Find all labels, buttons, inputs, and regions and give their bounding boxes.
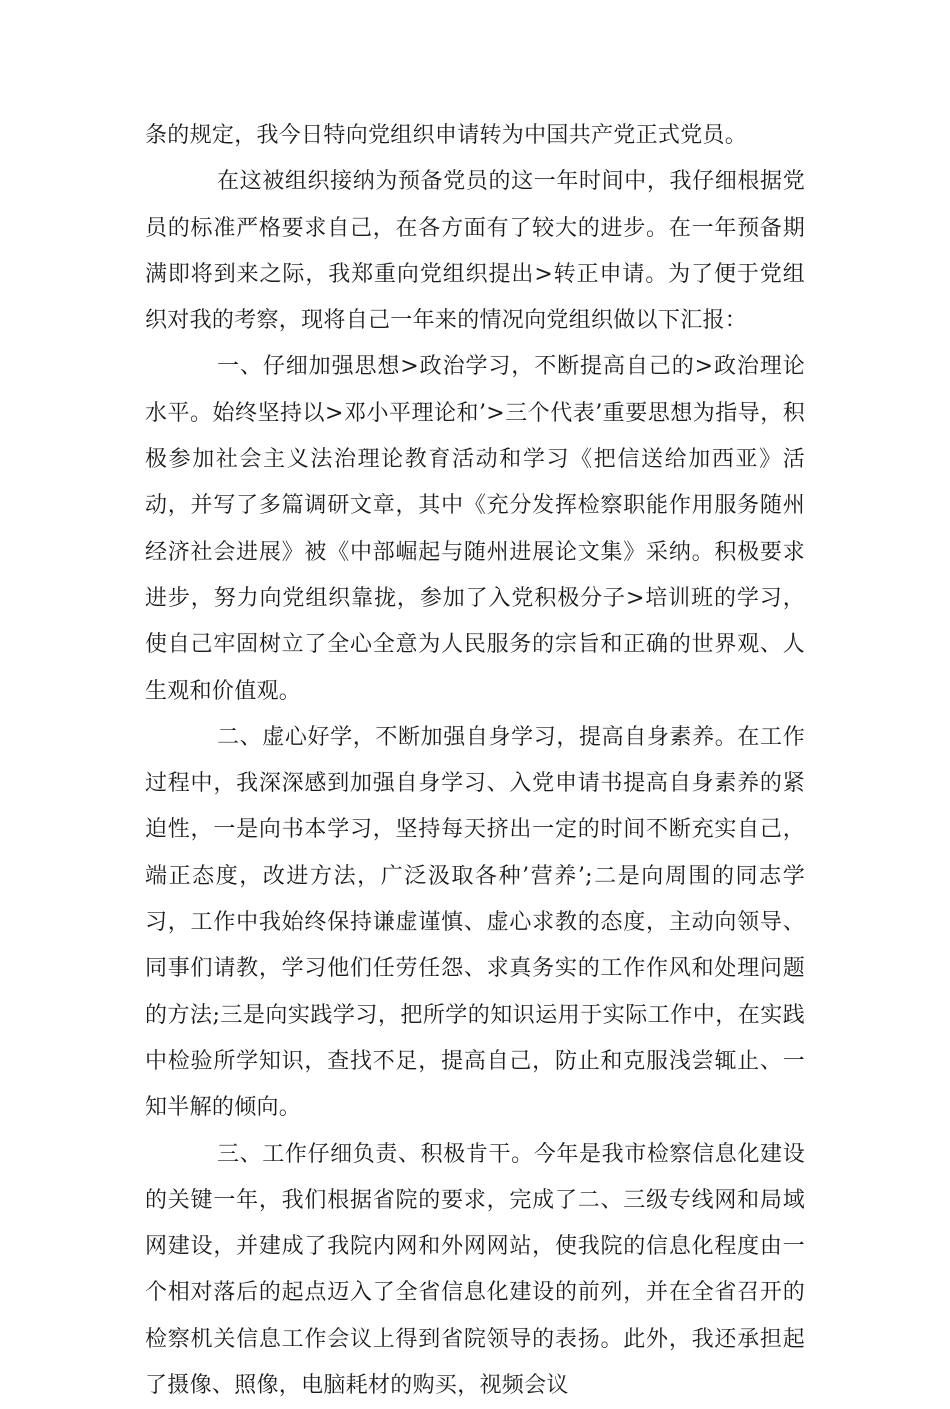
- paragraph-section-one: 一、仔细加强思想>政治学习，不断提高自己的>政治理论水平。始终坚持以>邓小平理论和’>三个代表’重要思想为指导，积极参加社会主义法治理论教育活动和学习《把信送给加西亚》活动，并写了多篇调研文章，其中《充分发挥检察职能作用服务随州经济社会进展》被《中部崛起与随州进展论文集》采纳。积极要求进步，努力向党组织靠拢，参加了入党积极分子>培训班的学习，使自己牢固树立了全心全意为人民服务的宗旨和正确的世界观、人生观和价值观。: [145, 354, 805, 704]
- paragraph-continuation: 条的规定，我今日特向党组织申请转为中国共产党正式党员。: [145, 123, 748, 148]
- paragraph-section-three: 三、工作仔细负责、积极肯干。今年是我市检察信息化建设的关键一年，我们根据省院的要求，完成了二、三级专线网和局域网建设，并建成了我院内网和外网网站，使我院的信息化程度由一个相对落后的起点迈入了全省信息化建设的前列，并在全省召开的检察机关信息工作会议上得到省院领导的表扬。此外，我还承担起了摄像、照像，电脑耗材的购买，视频会议: [145, 1141, 805, 1399]
- document-body: [145, 113, 805, 1409]
- paragraph-intro: 在这被组织接纳为预备党员的这一年时间中，我仔细根据党员的标准严格要求自己，在各方面有了较大的进步。在一年预备期满即将到来之际，我郑重向党组织提出>转正申请。为了便于党组织对我的考察，现将自己一年来的情况向党组织做以下汇报：: [145, 169, 805, 334]
- paragraph-section-two: 二、虚心好学，不断加强自身学习，提高自身素养。在工作过程中，我深深感到加强自身学习、入党申请书提高自身素养的紧迫性，一是向书本学习，坚持每天挤出一定的时间不断充实自己，端正态度，改进方法，广泛汲取各种’营养’;二是向周围的同志学习，工作中我始终保持谦虚谨慎、虚心求教的态度，主动向领导、同事们请教，学习他们任劳任怨、求真务实的工作作风和处理问题的方法;三是向实践学习，把所学的知识运用于实际工作中，在实践中检验所学知识，查找不足，提高自己，防止和克服浅尝辄止、一知半解的倾向。: [145, 724, 805, 1121]
